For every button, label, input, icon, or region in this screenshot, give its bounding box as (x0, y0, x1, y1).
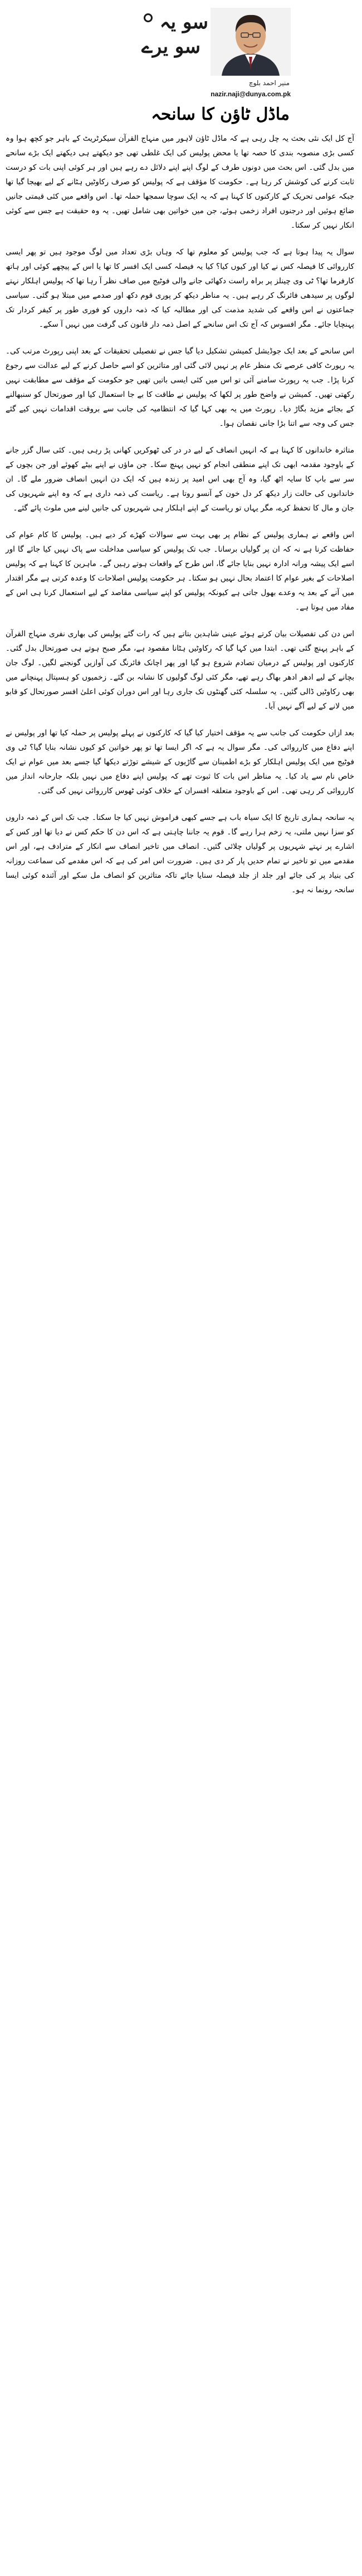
logo-line-2: سو یرے (141, 36, 200, 58)
author-photo (211, 8, 291, 76)
article-paragraph: یہ سانحہ ہماری تاریخ کا ایک سیاہ باب ہے جسے کبھی فراموش نہیں کیا جا سکتا۔ جب تک اس کے ذمہ داروں کو سزا نہیں ملتی، یہ زخم ہرا رہے گا۔ قوم یہ جاننا چاہتی ہے کہ اس دن کا حکم کس نے دیا تھا اور کس کے اشارے پر نہتے شہریوں پر گولیاں چلائی گئیں۔ انصاف میں تاخیر انصاف سے انکار کے مترادف ہے، اور اس مقدمے میں تو تاخیر نے تمام حدیں پار کر دی ہیں۔ ضرورت اس امر کی ہے کہ اس مقدمے کی سماعت روزانہ کی بنیاد پر کی جائے اور جلد از جلد فیصلہ سنایا جائے تاکہ متاثرین کو انصاف مل سکے اور آئندہ کوئی ایسا سانحہ رونما نہ ہو۔ (6, 813, 354, 894)
author-email[interactable]: nazir.naji@dunya.com.pk (211, 90, 291, 98)
logo-line-1: سو یہ (159, 11, 208, 33)
article-paragraph: اس دن کی تفصیلات بیان کرتے ہوئے عینی شاہدین بتاتے ہیں کہ رات گئے پولیس کی بھاری نفری منہاج القرآن کے باہر پہنچ گئی تھی۔ ابتدا میں کہا گیا کہ رکاوٹیں ہٹانا مقصود ہے، مگر صبح ہوتے ہی صورتحال بدل گئی۔ کارکنوں اور پولیس کے درمیان تصادم شروع ہو گیا اور پھر اچانک فائرنگ کی آوازیں گونجنے لگیں۔ لوگ جان بچانے کے لیے ادھر ادھر بھاگ رہے تھے، مگر کئی لوگ گولیوں کا نشانہ بن گئے۔ زخمیوں کو ہسپتال پہنچانے میں بھی رکاوٹیں ڈالی گئیں۔ یہ سلسلہ کئی گھنٹوں تک جاری رہا اور اس دوران کوئی اعلیٰ افسر صورتحال کو قابو میں لانے کے لیے آگے نہیں آیا۔ (6, 630, 354, 711)
article-paragraph: اس سانحے کے بعد ایک جوڈیشل کمیشن تشکیل دیا گیا جس نے تفصیلی تحقیقات کے بعد اپنی رپورٹ مرتب کی۔ یہ رپورٹ کافی عرصے تک منظر عام پر نہیں لائی گئی اور متاثرین کو اسے حاصل کرنے کے لیے عدالت سے رجوع کرنا پڑا۔ جب یہ رپورٹ سامنے آئی تو اس میں کئی ایسی باتیں تھیں جو حکومت کے مؤقف سے مطابقت نہیں رکھتی تھیں۔ کمیشن نے واضح طور پر لکھا کہ پولیس نے طاقت کا بے جا استعمال کیا اور صورتحال کو سنبھالنے کے بجائے مزید بگاڑ دیا۔ رپورٹ میں یہ بھی کہا گیا کہ انتظامیہ کی جانب سے بروقت اقدامات نہیں کیے گئے جس کی وجہ سے اتنا بڑا جانی نقصان ہوا۔ (6, 347, 354, 428)
article-body (6, 131, 354, 897)
article-paragraph: اس واقعے نے ہماری پولیس کے نظام پر بھی بہت سے سوالات کھڑے کر دیے ہیں۔ پولیس کا کام عوام کی حفاظت کرنا ہے نہ کہ ان پر گولیاں برسانا۔ جب تک پولیس کو سیاسی مداخلت سے پاک نہیں کیا جائے گا اور اسے ایک پیشہ ورانہ ادارہ نہیں بنایا جائے گا، اس طرح کے واقعات ہوتے رہیں گے۔ ماہرین کا کہنا ہے کہ پولیس اصلاحات کے بغیر عوام کا اعتماد بحال نہیں ہو سکتا۔ ہر حکومت پولیس اصلاحات کا وعدہ کرتی ہے مگر اقتدار میں آنے کے بعد یہ وعدے بھول جاتی ہے کیونکہ پولیس کو اپنے سیاسی مقاصد کے لیے استعمال کرنا ہی اس کے مفاد میں ہوتا ہے۔ (6, 530, 354, 612)
column-title: ماڈل ٹاؤن کا سانحہ (151, 105, 290, 124)
article-paragraph: آج کل ایک نئی بحث یہ چل رہی ہے کہ ماڈل ٹاؤن لاہور میں منہاج القرآن سیکرٹریٹ کے باہر جو کچھ ہوا وہ کسی بڑی منصوبہ بندی کا حصہ تھا یا محض پولیس کی ایک غلطی تھی جو دیکھتے ہی دیکھتے ایک بڑے سانحے میں بدل گئی۔ اس بحث میں دونوں طرف کے لوگ اپنے اپنے دلائل دے رہے ہیں اور ہر کوئی اپنی بات کو درست ثابت کرنے کی کوشش کر رہا ہے۔ حکومت کا مؤقف ہے کہ پولیس کو صرف رکاوٹیں ہٹانے کے لیے بھیجا گیا تھا جبکہ عوامی تحریک کے کارکنوں کا کہنا ہے کہ یہ ایک سوچا سمجھا حملہ تھا۔ اس واقعے میں کئی قیمتی جانیں ضائع ہوئیں اور درجنوں افراد زخمی ہوئے، جن میں خواتین بھی شامل تھیں۔ یہ وہ حقیقت ہے جس سے کوئی انکار نہیں کر سکتا۔ (6, 134, 354, 230)
logo-sun-icon (144, 13, 153, 22)
author-portrait-image (211, 8, 291, 76)
author-name: منیر احمد بلوچ (248, 79, 290, 87)
column-logo (140, 10, 208, 76)
article-paragraph: متاثرہ خاندانوں کا کہنا ہے کہ انہیں انصاف کے لیے در در کی ٹھوکریں کھانی پڑ رہی ہیں۔ کئی سال گزر جانے کے باوجود مقدمہ ابھی تک اپنے منطقی انجام کو نہیں پہنچ سکا۔ جن ماؤں نے اپنے بیٹے کھوئے اور جن بچوں کے سر سے باپ کا سایہ اٹھ گیا، وہ آج بھی اس امید پر زندہ ہیں کہ ایک دن انہیں انصاف ضرور ملے گا۔ ان خاندانوں کی حالت زار دیکھ کر دل خون کے آنسو روتا ہے۔ ریاست کی ذمہ داری ہے کہ وہ اپنے شہریوں کی جان و مال کا تحفظ کرے، مگر یہاں تو ریاست کے اپنے اہلکار ہی شہریوں کی جانیں لینے میں ملوث پائے گئے۔ (6, 446, 354, 513)
article-paragraph: سوال یہ پیدا ہوتا ہے کہ جب پولیس کو معلوم تھا کہ وہاں بڑی تعداد میں لوگ موجود ہیں تو پھر ایسی کارروائی کا فیصلہ کس نے کیا اور کیوں کیا؟ کیا یہ فیصلہ کسی ایک افسر کا تھا یا اس کے پیچھے کوئی اور ہاتھ کارفرما تھا؟ ٹی وی چینلز پر براہ راست دکھائی جانے والی فوٹیج میں صاف نظر آ رہا تھا کہ پولیس اہلکار نہتے لوگوں پر سیدھی فائرنگ کر رہے ہیں۔ یہ مناظر دیکھ کر پوری قوم دکھ اور صدمے میں مبتلا ہو گئی۔ سیاسی جماعتوں نے اس واقعے کی شدید مذمت کی اور مطالبہ کیا کہ ذمہ داروں کو فوری طور پر کیفر کردار تک پہنچایا جائے۔ مگر افسوس کہ آج تک اس سانحے کے اصل ذمہ دار قانون کی گرفت میں نہیں آ سکے۔ (6, 248, 354, 329)
article-paragraph: بعد ازاں حکومت کی جانب سے یہ مؤقف اختیار کیا گیا کہ کارکنوں نے پہلے پولیس پر حملہ کیا تھا اور پولیس نے اپنے دفاع میں کارروائی کی۔ مگر سوال یہ ہے کہ اگر ایسا تھا تو پھر خواتین کو کیوں نشانہ بنایا گیا؟ ٹی وی فوٹیج میں ایک پولیس اہلکار کو بڑے اطمینان سے گاڑیوں کے شیشے توڑتے دیکھا گیا جسے بعد میں عوام نے ایک خاص نام سے یاد کیا۔ یہ مناظر اس بات کا ثبوت تھے کہ پولیس اپنے دفاع میں نہیں بلکہ جارحانہ انداز میں کارروائی کر رہی تھی۔ اس کے باوجود متعلقہ افسران کے خلاف کوئی ٹھوس کارروائی نہیں کی گئی۔ (6, 729, 354, 795)
column-header (6, 0, 354, 131)
